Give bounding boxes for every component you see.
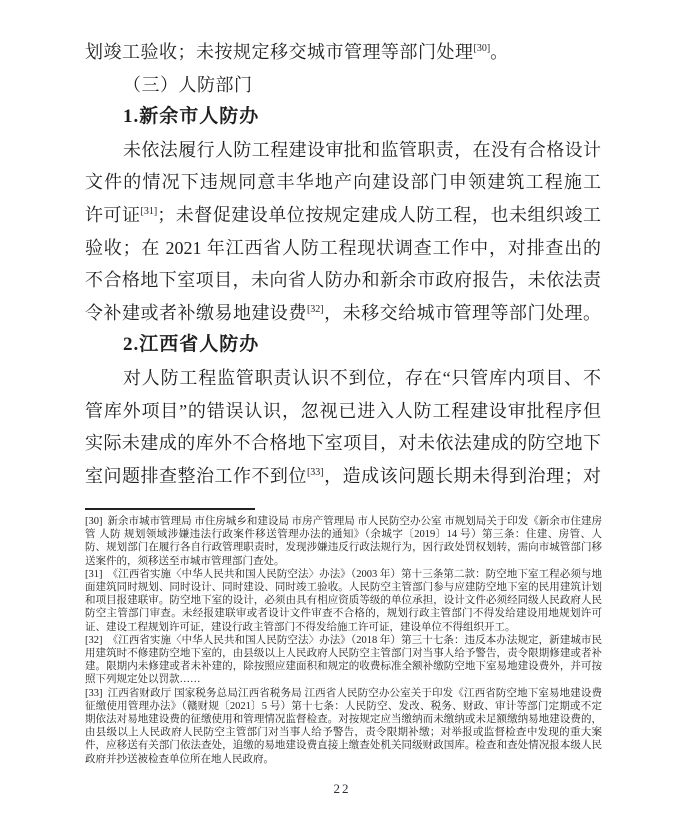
body-line: 验收；在 2021 年江西省人防工程现状调查工作中，对排查出的 — [85, 237, 601, 258]
footnote-marker: [30] — [85, 516, 103, 527]
footnote-text: 《江西省实施〈中华人民共和国人民防空法〉办法》（2018 年）第三十七条：违反本办法规定，新建城市民用建筑时不修建防空地下室的，由县级以上人民政府人民防空主管部门对当事人给予警告，责令限期修建或者补建。限期内未修建或者未补建的，除按照应建面积和规定的收费标准全额补缴防空地下室易地建设费外，并可按照下列规定处以罚款…… — [85, 634, 602, 686]
body-line: （三）人防部门 — [123, 74, 253, 95]
footnote-separator — [85, 508, 255, 510]
footnote-ref: [30] — [473, 43, 491, 54]
footnote-text: 新余市城市管理局 市住房城乡和建设局 市房产管理局 市人民防空办公室 市规划局关于印发《新余市住建房管 人防 规划领域涉嫌违法行政案件移送管理办法的通知》（余城字〔2019〕14 号）第三条：住建、房管、人防、规划部门在履行各自行政管理职责时，发现涉嫌违反行政法规行为，因行政处罚权划转，需向市城管部门移送案件的，须移送至市城市管理部门查处。 — [85, 516, 602, 567]
body-line: 令补建或者补缴易地建设费[32]，未移交给城市管理等部门处理。 — [85, 302, 601, 323]
body-line: 许可证[31]；未督促建设单位按规定建成人防工程，也未组织竣工 — [85, 204, 601, 225]
footnote — [85, 515, 602, 568]
footnote — [85, 634, 602, 687]
page-number: 22 — [333, 781, 351, 796]
body-line: 划竣工验收；未按规定移交城市管理等部门处理[30]。 — [85, 42, 509, 62]
body-line: 对人防工程监管职责认识不到位，存在“只管库内项目、不 — [123, 367, 601, 388]
footnote-marker: [33] — [85, 687, 103, 699]
body-line: 管库外项目”的错误认识，忽视已进入人防工程建设审批程序但 — [85, 400, 601, 421]
footnote-text: 江西省财政厅 国家税务总局江西省税务局 江西省人民防空办公室关于印发《江西省防空地下室易地建设费征缴使用管理办法》（赣财规〔2021〕5 号）第十七条：人民防空、发改、税务、财政、审计等部门定期或不定期依法对易地建设费的征缴使用和管理情况监督检查。对按规定应当缴纳而未缴纳或未足额缴纳易地建设费的，由县级以上人民政府人民防空主管部门对当事人给予警告，责令限期补缴；对举报或监督检查中发现的重大案件，应移送有关部门依法查处，追缴的易地建设费直接上缴查处机关同级财政国库。检查和查处情况报本级人民政府并抄送被检查单位所在地人民政府。 — [85, 687, 602, 765]
footnote-text: 《江西省实施〈中华人民共和国人民防空法〉办法》（2003 年）第十三条第二款：防空地下室工程必须与地面建筑同时规划、同时设计、同时建设、同时竣工验收。人民防空主管部门参与应建防空地下室的民用建筑计划和项目报建联审。防空地下室的设计，必须由具有相应资质等级的单位承担，设计文件必须经同级人民政府人民防空主管部门审查。未经报建联审或者设计文件审查不合格的，规划行政主管部门不得发给建设用地规划许可证、建设工程规划许可证，建设行政主管部门不得发给施工许可证，建设单位不得组织开工。 — [85, 568, 602, 633]
footnote-marker: [32] — [85, 634, 103, 646]
body-line: 室问题排查整治工作不到位[33]，造成该问题长期未得到治理；对 — [85, 465, 601, 486]
footnote-ref: [33] — [306, 466, 324, 478]
section-heading: 2.江西省人防办 — [123, 334, 260, 356]
body-line: 文件的情况下违规同意丰华地产向建设部门申领建筑工程施工 — [85, 172, 601, 193]
body-line: 未依法履行人防工程建设审批和监管职责，在没有合格设计 — [123, 139, 601, 160]
body-text — [85, 36, 601, 492]
footnotes-block — [85, 515, 602, 766]
footnote-marker: [31] — [85, 568, 103, 580]
footnote — [85, 568, 602, 634]
section-heading: 1.新余市人防办 — [123, 106, 260, 128]
footnote-ref: [32] — [306, 303, 324, 315]
footnote-ref: [31] — [140, 205, 158, 217]
body-line: 实际未建成的库外不合格地下室项目，对未依法建成的防空地下 — [85, 433, 601, 454]
footnote — [85, 687, 602, 766]
body-line: 不合格地下室项目，未向省人防办和新余市政府报告，未依法责 — [85, 270, 601, 291]
